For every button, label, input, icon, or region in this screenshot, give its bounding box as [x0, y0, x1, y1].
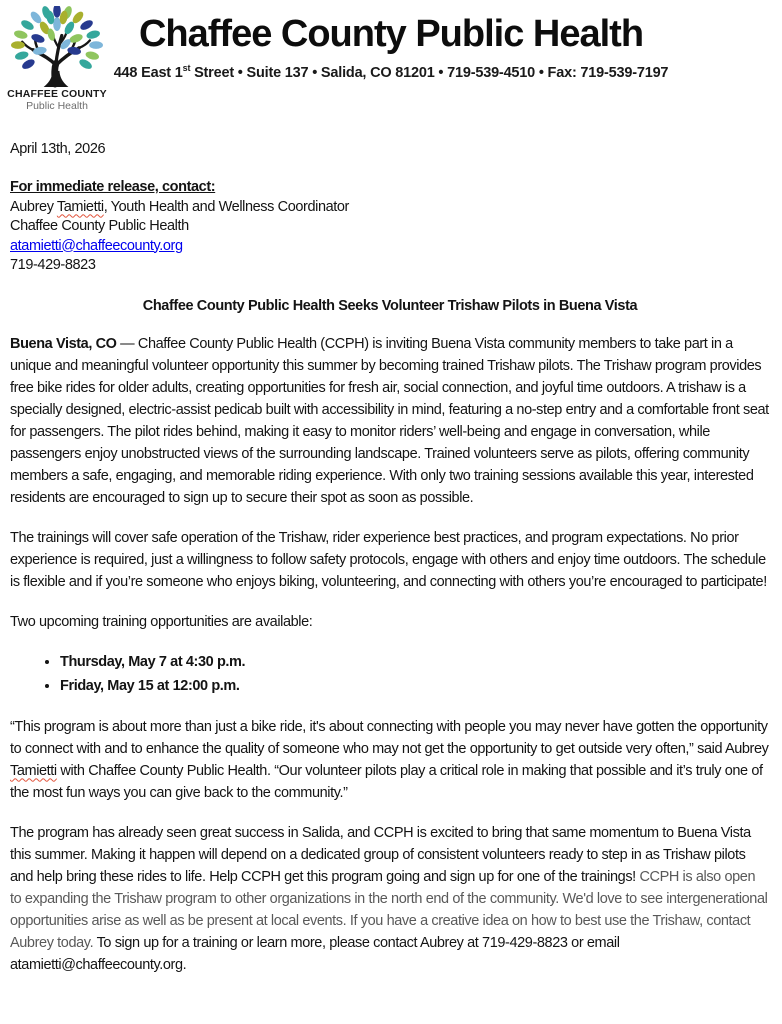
contact-phone-line: 719-429-8823	[10, 257, 96, 273]
headline: Chaffee County Public Health Seeks Volunteer Trishaw Pilots in Buena Vista	[142, 297, 638, 314]
closing-text-1: The program has already seen great success in Salida, and CCPH is excited to bring that same momentum to Buena Vista this summer. Making it happen will depend on a dedicated group of consistent volunteers ready to step in as Trishaw pilots and help bring these rides to life. Help CCPH get this program going and sign up for one of the trainings!	[10, 824, 751, 885]
paragraph-opportunities-lead: Two upcoming training opportunities are available:	[10, 613, 313, 630]
quote-text-start: “This program is about more than just a bike ride, it's about connecting with people you may never have gotten the opportunity to connect with and to enhance the quality of someone who may not get the opportunity to get outside very often,” said Aubrey	[10, 718, 769, 757]
contact-first-name: Aubrey	[10, 198, 57, 215]
contact-email-link[interactable]: atamietti@chaffeecounty.org	[10, 237, 183, 254]
training-date-1: Thursday, May 7 at 4:30 p.m.	[60, 653, 246, 670]
list-item	[60, 651, 770, 674]
logo-org-subtitle: Public Health	[26, 100, 88, 112]
list-item	[60, 675, 770, 698]
dateline: Buena Vista, CO	[10, 335, 117, 352]
paragraph-intro	[10, 333, 770, 509]
contact-title: , Youth Health and Wellness Coordinator	[103, 198, 349, 215]
paragraph-closing	[10, 822, 770, 976]
quote-name-spellcheck: Tamietti	[10, 762, 57, 779]
contact-email-line	[10, 237, 770, 257]
press-release-body	[0, 139, 782, 976]
contact-heading: For immediate release, contact:	[10, 179, 216, 195]
closing-call-to-action: To sign up for a training or learn more, please contact Aubrey at 719-429-8823 or email atamietti@chaffeecounty.org.	[10, 934, 620, 973]
paragraph-quote	[10, 716, 770, 804]
address-street-number: 448 East 1	[113, 64, 183, 81]
masthead	[0, 12, 782, 81]
closing-text-gray: CCPH is also open to expanding the Trishaw program to other organizations in the north end of the community. We'd love to see intergenerational opportunities arise as well as be present at local events. If you have a creative idea on how to best use the Trishaw, contact Aubrey today.	[10, 868, 768, 951]
org-address-line	[0, 63, 782, 81]
address-ordinal-suffix: st	[182, 63, 191, 73]
contact-block	[10, 178, 770, 276]
training-date-2: Friday, May 15 at 12:00 p.m.	[60, 677, 240, 694]
address-rest: Street • Suite 137 • Salida, CO 81201 • 719-539-4510 • Fax: 719-539-7197	[190, 64, 669, 81]
paragraph-trainings-overview: The trainings will cover safe operation of the Trishaw, rider experience best practices, and program expectations. No prior experience is required, just a willingness to follow safety protocols, engage with others and enjoy time outdoors. The schedule is flexible and if you’re someone who enjoys biking, volunteering, and connecting with others you’re encouraged to participate!	[10, 529, 767, 590]
release-date: April 13th, 2026	[10, 141, 106, 157]
contact-org-line: Chaffee County Public Health	[10, 218, 189, 234]
org-title: Chaffee County Public Health	[138, 13, 644, 55]
letterhead	[0, 0, 782, 130]
logo-org-name: CHAFFEE COUNTY	[7, 88, 107, 100]
training-dates-list	[10, 651, 770, 698]
paragraph-intro-text: — Chaffee County Public Health (CCPH) is inviting Buena Vista community members to take part in a unique and meaningful volunteer opportunity this summer by becoming trained Trishaw pilots. The Trishaw program provides free bike rides for older adults, creating opportunities for fresh air, social connection, and joyful time outdoors. A trishaw is a specially designed, electric-assist pedicab built with accessibility in mind, featuring a no-step entry and a comfortable front seat for passengers. The pilot rides behind, making it easy to monitor riders’ well-being and engage in conversation, while passengers enjoy unobstructed views of the surrounding landscape. Trained volunteers serve as pilots, offering community members a safe, engaging, and memorable riding experience. With only two training sessions available this year, interested residents are encouraged to sign up to secure their spot as soon as possible.	[10, 335, 769, 506]
contact-name-line	[10, 198, 770, 218]
contact-last-name-spellcheck: Tamietti	[56, 198, 104, 215]
quote-text-end: with Chaffee County Public Health. “Our volunteer pilots play a critical role in making that possible and it’s truly one of the most fun ways you can give back to the community.”	[10, 762, 763, 801]
